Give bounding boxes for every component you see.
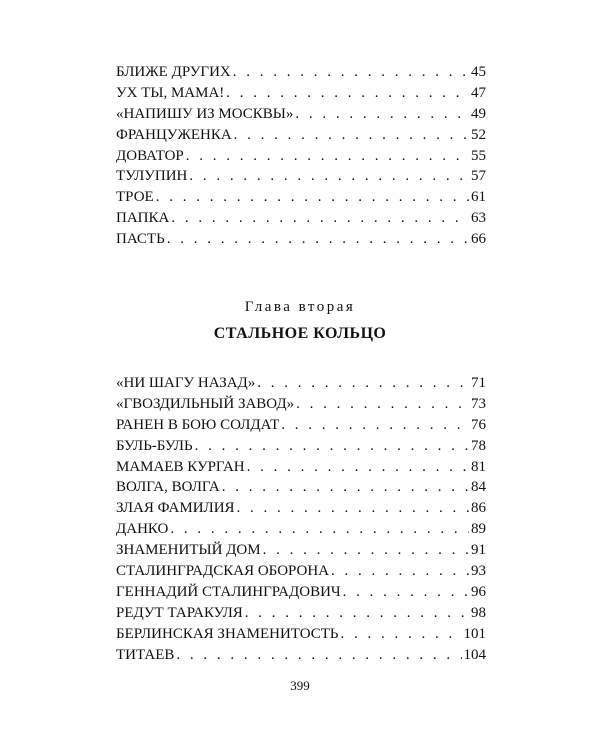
toc-entry-title: ГЕННАДИЙ СТАЛИНГРАДОВИЧ [116,583,341,600]
toc-entry-title: ПАПКА [116,210,170,227]
toc-entry-title: МАМАЕВ КУРГАН [116,458,245,475]
toc-entry [116,561,486,582]
toc-entry-page: 52 [471,126,486,143]
toc-entry [116,125,486,146]
toc-entry-title: УХ ТЫ, МАМА! [116,84,225,101]
dot-leader [195,436,469,457]
dot-leader [171,208,469,229]
toc-entry-page: 86 [471,500,486,517]
dot-leader [263,540,469,561]
toc-entry [116,146,486,167]
dot-leader [296,394,469,415]
chapter-title: СТАЛЬНОЕ КОЛЬЦО [213,325,387,342]
dot-leader [167,229,469,250]
toc-entry-page: 104 [463,646,486,663]
toc-entry-title: «НИ ШАГУ НАЗАД» [116,375,256,391]
chapter-label: Глава вторая [244,299,356,315]
toc-entry-page: 57 [471,168,486,185]
toc-entry [116,436,486,457]
toc-entry-title: «ГВОЗДИЛЬНЫЙ ЗАВОД» [116,395,295,412]
toc-entry-title: ДОВАТОР [116,147,184,164]
dot-leader [295,104,469,125]
toc-entry-page: 49 [471,105,486,122]
toc-entry-page: 45 [471,64,486,80]
toc-entry [116,603,486,624]
dot-leader [222,477,469,498]
dot-leader [234,125,469,146]
toc-entry-page: 98 [471,604,486,621]
toc-entry-page: 101 [463,625,486,642]
toc-entry-title: СТАЛИНГРАДСКАЯ ОБОРОНА [116,563,330,580]
toc-entry-page: 84 [471,479,486,496]
dot-leader [156,187,469,208]
toc-entry-title: ТРОЕ [116,189,154,206]
toc-entry-title: БЕРЛИНСКАЯ ЗНАМЕНИТОСТЬ [116,625,339,642]
toc-entry [116,457,486,478]
dot-leader [233,62,469,83]
toc-entry [116,394,486,415]
toc-entry-title: «НАПИШУ ИЗ МОСКВЫ» [116,105,294,122]
toc-entry-title: РЕДУТ ТАРАКУЛЯ [116,604,243,621]
toc-entry-title: РАНЕН В БОЮ СОЛДАТ [116,416,280,433]
toc-entry [116,208,486,229]
toc-entry [116,83,486,104]
toc-entry-page: 78 [471,437,486,454]
dot-leader [170,519,469,540]
page-number: 399 [290,678,310,693]
toc-entry [116,415,486,436]
dot-leader [189,166,469,187]
toc-entry-page: 76 [471,416,486,433]
dot-leader [237,498,469,519]
toc-entry [116,582,486,603]
toc-entry-page: 61 [471,189,486,206]
toc-entry [116,477,486,498]
dot-leader [226,83,469,104]
toc-entry-page: 96 [471,583,486,600]
dot-leader [186,146,469,167]
toc-entry-title: ЗНАМЕНИТЫЙ ДОМ [116,542,261,559]
toc-entry-title: ЗЛАЯ ФАМИЛИЯ [116,500,235,517]
toc-entry [116,166,486,187]
toc-entry-title: ТИТАЕВ [116,646,175,663]
toc-entry [116,373,486,394]
dot-leader [247,457,469,478]
toc-entry [116,624,486,645]
toc-entry-title: ТУЛУПИН [116,168,188,185]
dot-leader [281,415,469,436]
toc-entry-title: ДАНКО [116,521,169,538]
dot-leader [331,561,469,582]
toc-entry-title: БЛИЖЕ ДРУГИХ [116,64,231,80]
toc-entry [116,62,486,83]
toc-entry [116,498,486,519]
toc-entry-page: 47 [471,84,486,101]
toc-entry-title: ВОЛГА, ВОЛГА [116,479,220,496]
dot-leader [245,603,469,624]
dot-leader [176,645,461,666]
toc-entry [116,187,486,208]
toc-entry [116,229,486,250]
toc-entry-title: ПАСТЬ [116,231,165,248]
toc-list-part1 [116,62,486,250]
dot-leader [343,582,469,603]
dot-leader [257,373,469,394]
toc-entry-title: ФРАНЦУЖЕНКА [116,126,232,143]
toc-entry-page: 66 [471,231,486,248]
toc-entry-page: 63 [471,210,486,227]
toc-entry-title: БУЛЬ-БУЛЬ [116,437,193,454]
toc-entry [116,519,486,540]
toc-entry-page: 71 [471,375,486,391]
toc-entry [116,104,486,125]
toc-entry-page: 93 [471,563,486,580]
toc-entry [116,645,486,666]
dot-leader [341,624,462,645]
toc-entry-page: 89 [471,521,486,538]
toc-entry-page: 81 [471,458,486,475]
toc-entry-page: 55 [471,147,486,164]
toc-entry [116,540,486,561]
toc-entry-page: 73 [471,395,486,412]
toc-list-part2 [116,373,486,665]
toc-entry-page: 91 [471,542,486,559]
